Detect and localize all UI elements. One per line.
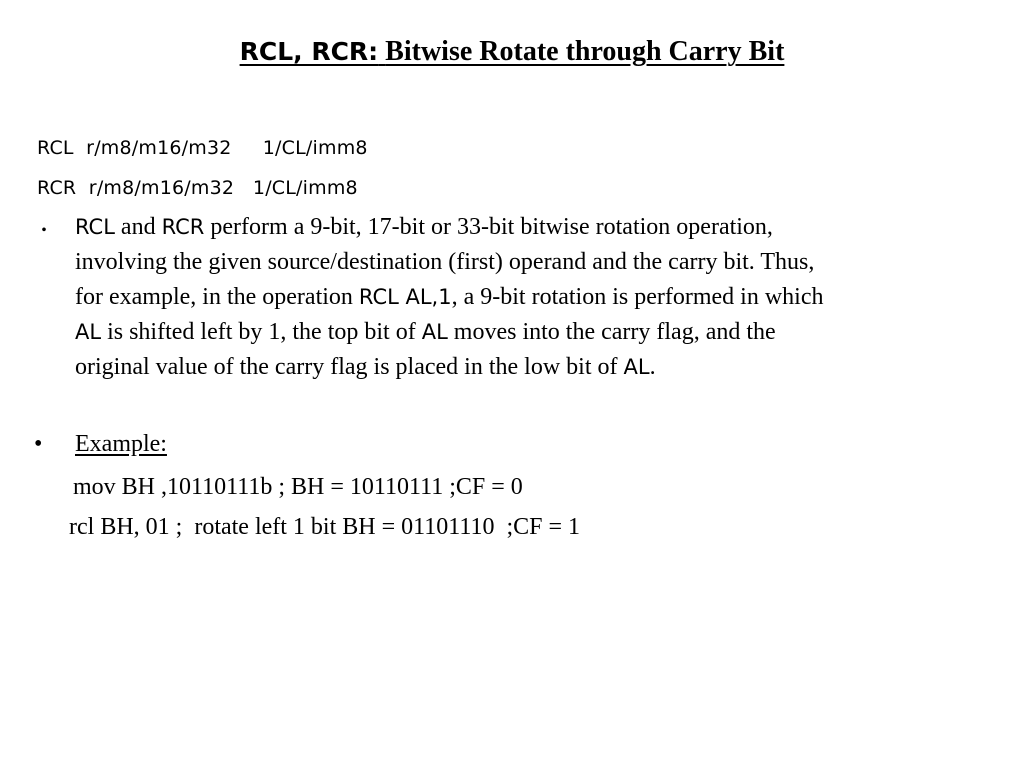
register-al: AL [421,320,448,344]
example-bullet: • [34,431,43,457]
desc-text: original value of the carry flag is placed in the low bit of [75,354,624,380]
mnemonic-rcl: RCL [75,215,115,239]
example-label: Example: [75,431,167,457]
example-code-line-2: rcl BH, 01 ; rotate left 1 bit BH = 01101110 ;CF = 1 [69,514,581,540]
desc-text: perform a 9-bit, 17-bit or 33-bit bitwise rotation operation, [204,214,773,240]
desc-text: moves into the carry flag, and the [447,319,776,345]
description-line-5 [75,350,975,385]
title-mnemonics: RCL, RCR: [239,37,379,66]
description-paragraph [75,210,975,385]
desc-text: . [649,354,656,380]
desc-text: for example, in the operation [75,284,359,310]
description-line-4 [75,315,975,350]
desc-text: , a 9-bit rotation is performed in which [451,284,824,310]
description-bullet: ・ [34,218,54,242]
description-line-3 [75,280,975,315]
syntax-line-rcl: RCL r/m8/m16/m32 1/CL/imm8 [37,137,368,159]
desc-text: is shifted left by 1, the top bit of [101,319,422,345]
syntax-line-rcr: RCR r/m8/m16/m32 1/CL/imm8 [37,177,358,199]
description-line-1 [75,210,975,245]
desc-text: and [114,214,162,240]
title-text: Bitwise Rotate through Carry Bit [385,36,785,67]
instruction-example: RCL AL,1 [358,285,452,309]
slide-title [0,36,1024,68]
mnemonic-rcr: RCR [161,215,205,239]
register-al: AL [75,320,102,344]
register-al: AL [623,355,650,379]
description-line-2: involving the given source/destination (first) operand and the carry bit. Thus, [75,249,815,275]
example-code-line-1: mov BH ,10110111b ; BH = 10110111 ;CF = 0 [73,474,523,500]
